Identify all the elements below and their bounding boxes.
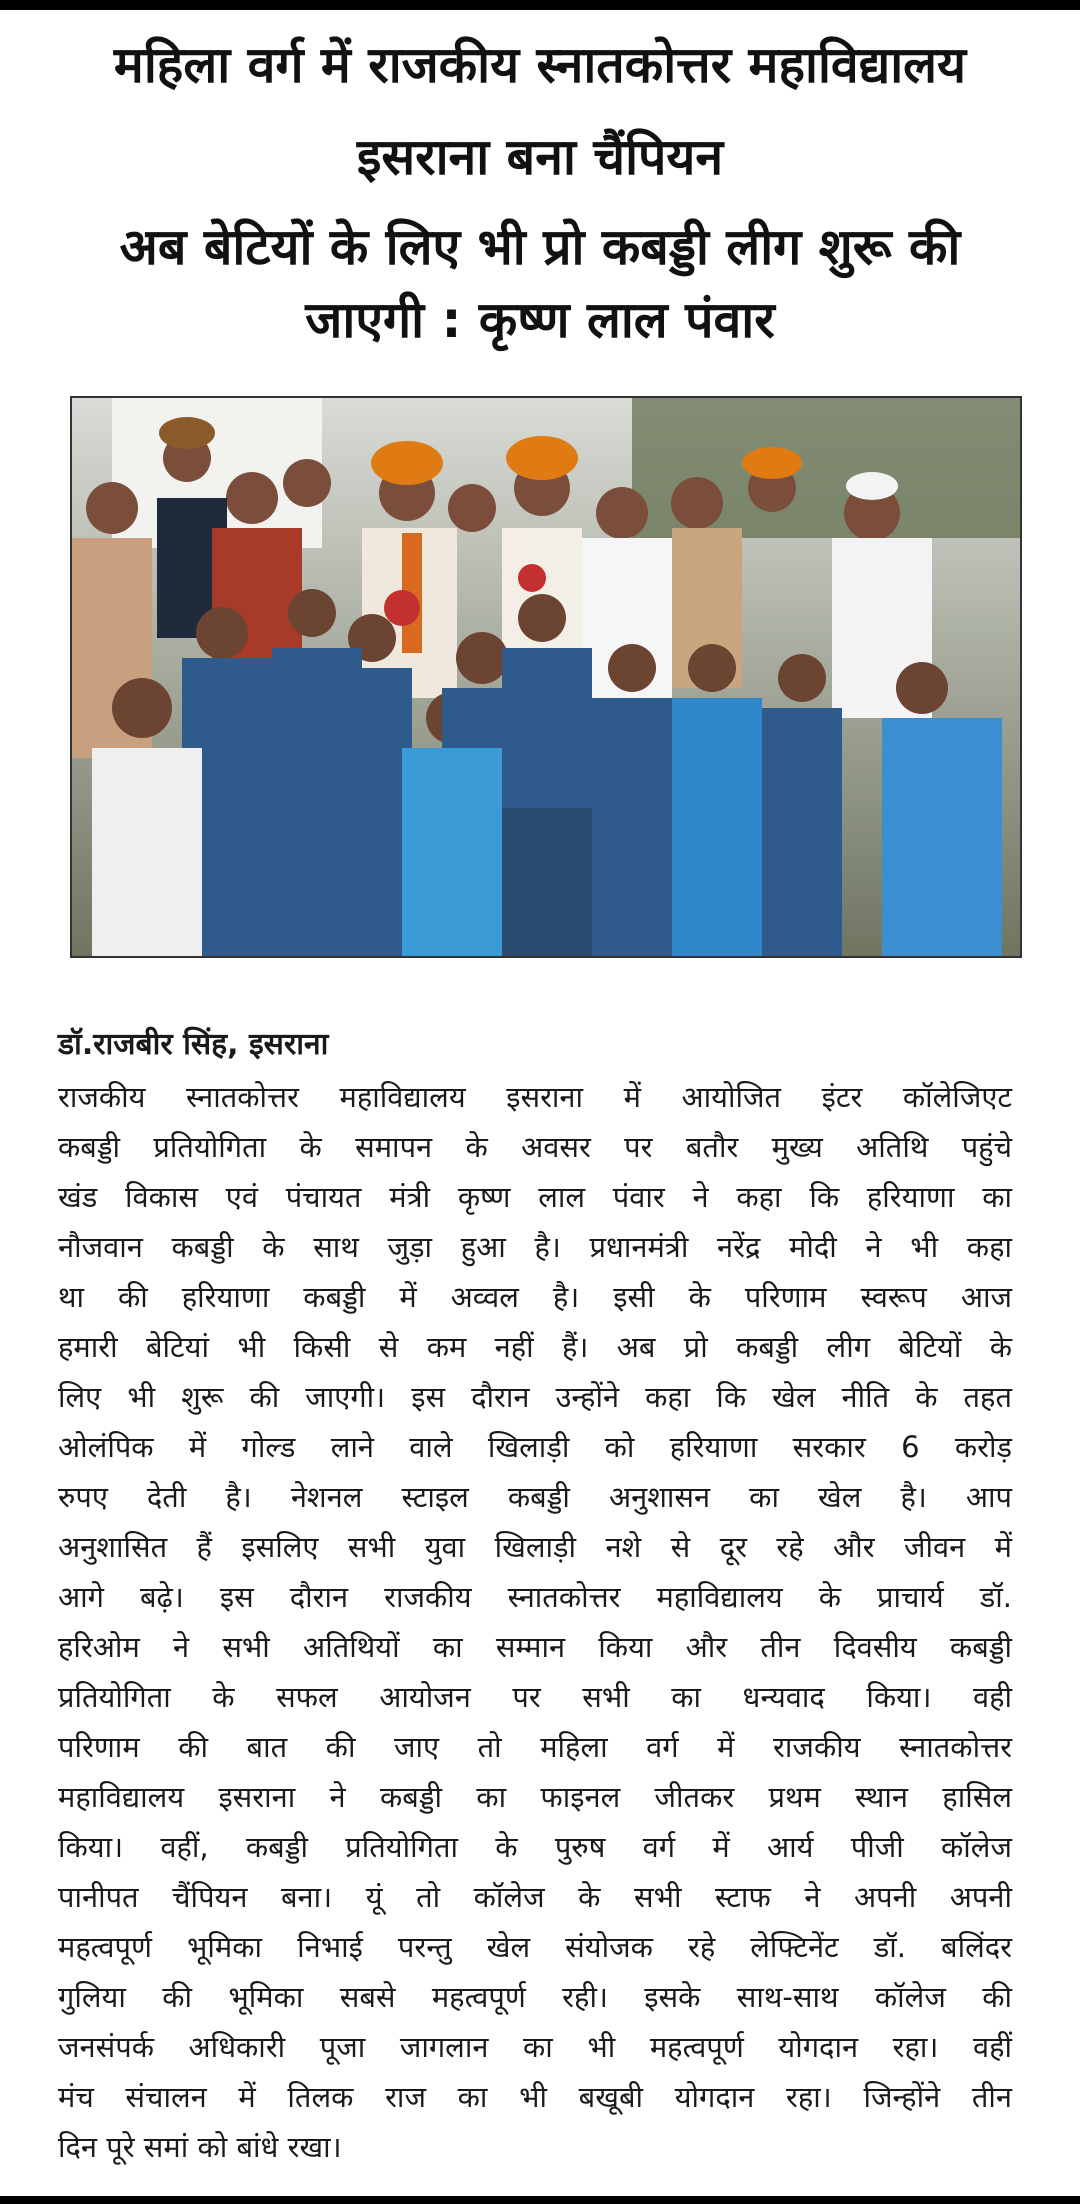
- body-line: पानीपत चैंपियन बना। यूं तो कॉलेज के सभी स्टाफ ने अपनी अपनी: [58, 1880, 1012, 1914]
- body-line: परिणाम की बात की जाए तो महिला वर्ग में राजकीय स्नातकोत्तर: [58, 1730, 1012, 1764]
- top-border: [0, 0, 1080, 10]
- body-line: खंड विकास एवं पंचायत मंत्री कृष्ण लाल पंवार ने कहा कि हरियाणा का: [58, 1180, 1012, 1214]
- body-line: प्रतियोगिता के सफल आयोजन पर सभी का धन्यवाद किया। वही: [58, 1680, 1012, 1714]
- body-line: जनसंपर्क अधिकारी पूजा जागलान का भी महत्वपूर्ण योगदान रहा। वहीं: [58, 2030, 1012, 2064]
- body-line: लिए भी शुरू की जाएगी। इस दौरान उन्होंने कहा कि खेल नीति के तहत: [58, 1380, 1012, 1414]
- body-line: गुलिया की भूमिका सबसे महत्वपूर्ण रही। इसके साथ-साथ कॉलेज की: [58, 1980, 1012, 2014]
- body-line: दिन पूरे समां को बांधे रखा।: [58, 2130, 342, 2164]
- body-line: आगे बढ़े। इस दौरान राजकीय स्नातकोत्तर महाविद्यालय के प्राचार्य डॉ.: [58, 1580, 1012, 1614]
- body-line: मंच संचालन में तिलक राज का भी बखूबी योगदान रहा। जिन्होंने तीन: [58, 2080, 1012, 2114]
- body-line: किया। वहीं, कबड्डी प्रतियोगिता के पुरुष वर्ग में आर्य पीजी कॉलेज: [58, 1830, 1012, 1864]
- body-line: कबड्डी प्रतियोगिता के समापन के अवसर पर बतौर मुख्य अतिथि पहुंचे: [58, 1130, 1012, 1164]
- body-line: महाविद्यालय इसराना ने कबड्डी का फाइनल जीतकर प्रथम स्थान हासिल: [58, 1780, 1012, 1814]
- bottom-border: [0, 2196, 1080, 2204]
- byline: डॉ.राजबीर सिंह, इसराना: [58, 1027, 329, 1062]
- news-photo: [70, 396, 1022, 958]
- body-line: ओलंपिक में गोल्ड लाने वाले खिलाड़ी को हरियाणा सरकार 6 करोड़: [58, 1430, 1012, 1464]
- headline-line-4: जाएगी : कृष्ण लाल पंवार: [305, 291, 775, 349]
- body-line: हरिओम ने सभी अतिथियों का सम्मान किया और तीन दिवसीय कबड्डी: [58, 1630, 1012, 1664]
- body-line: था की हरियाणा कबड्डी में अव्वल है। इसी के परिणाम स्वरूप आज: [58, 1280, 1012, 1314]
- body-line: अनुशासित हैं इसलिए सभी युवा खिलाड़ी नशे से दूर रहे और जीवन में: [58, 1530, 1012, 1564]
- headline-line-1: महिला वर्ग में राजकीय स्नातकोत्तर महाविद्यालय: [113, 36, 967, 94]
- body-line: हमारी बेटियां भी किसी से कम नहीं हैं। अब प्रो कबड्डी लीग बेटियों के: [58, 1330, 1012, 1364]
- body-line: नौजवान कबड्डी के साथ जुड़ा हुआ है। प्रधानमंत्री नरेंद्र मोदी ने भी कहा: [58, 1230, 1012, 1264]
- headline-line-2: इसराना बना चैंपियन: [356, 128, 724, 186]
- group-photo-illustration: [72, 398, 1020, 956]
- body-line: राजकीय स्नातकोत्तर महाविद्यालय इसराना में आयोजित इंटर कॉलेजिएट: [58, 1080, 1012, 1114]
- article-body: [58, 1072, 1012, 2172]
- headline-line-3: अब बेटियों के लिए भी प्रो कबड्डी लीग शुरू की: [119, 218, 961, 276]
- body-line: महत्वपूर्ण भूमिका निभाई परन्तु खेल संयोजक रहे लेफ्टिनेंट डॉ. बलिंदर: [58, 1930, 1012, 1964]
- body-line: रुपए देती है। नेशनल स्टाइल कबड्डी अनुशासन का खेल है। आप: [58, 1480, 1012, 1514]
